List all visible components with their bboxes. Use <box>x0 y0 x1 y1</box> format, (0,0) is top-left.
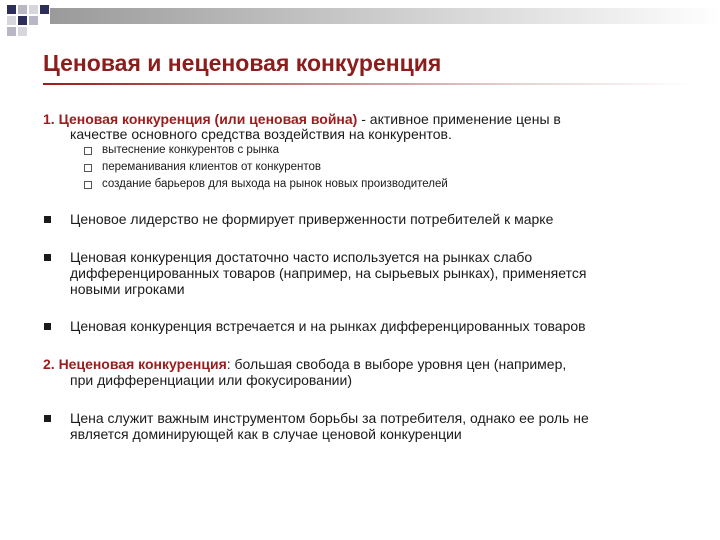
section1-text-line1: - активное применение цены в <box>357 111 561 127</box>
bullet-text: новыми игроками <box>70 281 185 297</box>
header-decoration <box>0 0 720 40</box>
decor-square <box>40 5 49 14</box>
bullet-text: Ценовая конкуренция достаточно часто используется на рынках слабо <box>70 249 533 265</box>
square-bullet-icon <box>44 254 51 261</box>
decor-square <box>7 16 16 25</box>
decor-square <box>29 5 38 14</box>
decor-square <box>7 5 16 14</box>
bullet-text: Ценовое лидерство не формирует приверженности потребителей к марке <box>70 211 554 227</box>
checkbox-bullet-icon <box>84 147 92 155</box>
square-bullet-icon <box>44 323 51 330</box>
section2-text-line1: : большая свобода в выборе уровня цен (например, <box>226 356 567 372</box>
subitem: переманивания клиентов от конкурентов <box>102 161 322 173</box>
decor-square <box>18 16 27 25</box>
subitem: создание барьеров для выхода на рынок новых производителей <box>102 178 448 190</box>
title-underline <box>43 83 693 85</box>
header-gradient-bar <box>50 8 720 24</box>
square-bullet-icon <box>44 415 51 422</box>
section2-heading: 2. Неценовая конкуренция <box>43 356 227 372</box>
decor-square <box>29 16 38 25</box>
bullet-text: Цена служит важным инструментом борьбы за потребителя, однако ее роль не <box>70 410 589 426</box>
bullet-text: является доминирующей как в случае ценовой конкуренции <box>70 426 462 442</box>
section1-text-line2: качестве основного средства воздействия на конкурентов. <box>70 126 452 142</box>
checkbox-bullet-icon <box>84 181 92 189</box>
section1-heading: 1. Ценовая конкуренция (или ценовая война) <box>43 111 358 127</box>
section1-line1 <box>43 111 561 127</box>
decor-square <box>7 27 16 36</box>
decor-square <box>18 5 27 14</box>
checkbox-bullet-icon <box>84 164 92 172</box>
section2-line1 <box>43 356 566 372</box>
decor-square <box>18 27 27 36</box>
square-bullet-icon <box>44 216 51 223</box>
bullet-text: Ценовая конкуренция встречается и на рынках дифференцированных товаров <box>70 318 586 334</box>
section2-text-line2: при дифференциации или фокусировании) <box>70 372 352 388</box>
page-title: Ценовая и неценовая конкуренция <box>43 50 442 76</box>
subitem: вытеснение конкурентов с рынка <box>102 144 280 156</box>
bullet-text: дифференцированных товаров (например, на сырьевых рынках), применяется <box>70 265 587 281</box>
